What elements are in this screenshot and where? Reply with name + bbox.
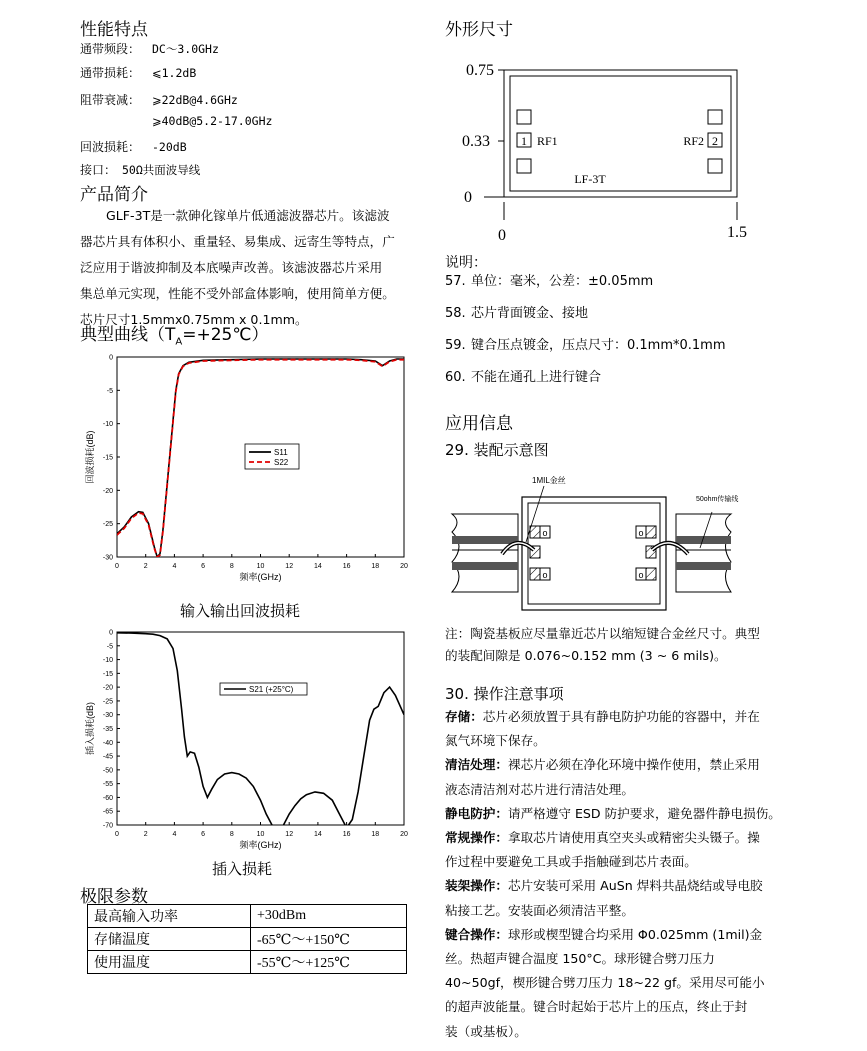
ops-line-text: 芯片安装可采用 AuSn 焊料共晶烧结或导电胶 [507,878,763,894]
note-item [445,334,726,353]
note-item [445,302,588,321]
x-tick-label: 14 [314,831,322,838]
y-tick-label: -60 [102,794,113,802]
feature-label: 回波损耗： [80,140,141,154]
ops-line [445,778,790,802]
pad-o-4: o [638,570,644,580]
y-axis-label: 插入损耗(dB) [85,701,95,756]
x-tick-label: 16 [342,563,351,570]
ops-line-text: 粘接工艺。安装面必须清洁平整。 [445,902,634,918]
ops-line [445,729,790,753]
wire-label-1: 1MIL金丝 [532,476,566,485]
x-tick-label: 4 [172,563,177,570]
return-loss-chart [75,345,420,590]
x-tick-label: 20 [400,563,408,570]
y-label-0: 0 [464,189,472,206]
feature-row [80,40,219,57]
feature-value: ⩾22dB@4.6GHz [152,93,238,107]
x-tick-label: 20 [400,831,408,838]
y-tick-label: -30 [102,554,113,562]
x-tick-label: 14 [314,563,322,570]
x-tick-label: 6 [201,563,206,570]
chip-pad-l1 [530,526,540,538]
x-tick-label: 12 [285,831,294,838]
left-substrate [452,514,518,592]
ops-line [445,947,790,971]
limits-table [87,904,407,974]
rf1-label: RF1 [537,134,558,148]
rf2-num: 2 [712,134,718,148]
intro-line: 集总单元实现，性能不受外部盒体影响，使用简单方便。 [80,286,395,301]
intro-line: GLF-3T是一款砷化镓单片低通滤波器芯片。该滤波 [106,208,390,223]
feature-row [80,91,238,108]
ops-line-heading: 装架操作： [445,878,508,894]
y-tick-label: -25 [102,698,113,706]
ops-line-text: 球形或楔型键合均采用 Φ0.025mm (1mil)金 [507,926,763,942]
right-line-bottom [676,562,731,570]
features-title: 性能特点 [80,20,148,40]
y-tick-label: -55 [102,781,113,789]
y-tick-label: 0 [109,629,113,637]
legend-box [245,444,299,469]
ops-title: 30. 操作注意事项 [445,685,564,703]
chip-pad-r1 [646,526,656,538]
x-tick-label: 10 [256,831,265,838]
pad-o-2: o [542,570,548,580]
feature-row [80,64,196,81]
y-tick-label: -10 [102,421,113,429]
insertion-loss-chart [75,622,420,854]
outline-drawing [450,55,770,245]
ops-line-text: 液态清洁剂对芯片进行清洁处理。 [445,781,634,797]
y-tick-label: -20 [102,487,113,495]
x-tick-label: 0 [115,831,119,838]
note-num: 60. [445,370,466,385]
ops-line-text: 芯片必须放置于具有静电防护功能的容器中，并在 [482,709,760,724]
rf2-label: RF2 [683,134,704,148]
x-tick-label: 10 [256,563,265,570]
x-tick-label: 18 [371,831,380,838]
legend-label: S21 (+25°C) [249,685,294,694]
y-tick-label: -65 [102,808,113,816]
ops-line-heading: 常规操作： [445,830,508,846]
pad-o-3: o [638,528,644,538]
note-text: 单位：毫米，公差：±0.05mm [471,274,654,289]
feature-value: 50Ω共面波导线 [122,163,201,177]
insertion-loss-caption: 插入损耗 [212,860,273,878]
ops-line [445,995,790,1019]
pad-o-1: o [542,528,548,538]
y-tick-label: -45 [102,753,113,761]
y-tick-label: -40 [102,739,113,747]
feature-value: ⩾40dB@5.2-17.0GHz [152,114,273,128]
x-tick-label: 2 [143,563,148,570]
ops-line-heading: 存储： [445,709,483,724]
x-label-15: 1.5 [727,224,747,241]
y-label-075: 0.75 [466,62,494,79]
ops-line-heading: 清洁处理： [445,757,508,773]
limits-title: 极限参数 [80,887,148,907]
x-tick-label: 4 [172,831,177,838]
feature-label: 通带损耗： [80,66,141,80]
ops-line-heading: 键合操作： [445,926,508,942]
y-tick-label: -5 [106,643,113,651]
note-item [445,366,601,385]
assembly-diagram [448,470,783,618]
legend-label: S22 [274,458,289,467]
x-tick-label: 12 [285,563,294,570]
ops-line [445,971,790,995]
note-num: 59. [445,338,466,353]
limits-row [88,951,407,974]
y-tick-label: -70 [102,822,113,830]
y-tick-label: -20 [102,684,113,692]
x-tick-label: 18 [371,563,380,570]
app-title: 应用信息 [445,414,513,434]
feature-row [80,161,200,178]
y-tick-label: -25 [102,521,113,529]
feature-label: 接口： [80,163,117,177]
assembly-note-line: 注：陶瓷基板应尽量靠近芯片以缩短键合金丝尺寸。典型 [445,626,760,641]
feature-value: DC～3.0GHz [152,42,219,56]
ops-line-text: 裸芯片必须在净化环境中操作使用，禁止采用 [507,757,760,773]
note-num: 57. [445,274,466,289]
y-tick-label: -50 [102,767,113,775]
note-text: 不能在通孔上进行键合 [471,370,602,385]
x-tick-label: 16 [342,831,351,838]
y-tick-label: -5 [106,387,113,395]
limits-value: -55℃～+125℃ [251,951,407,974]
y-tick-label: -15 [102,670,113,678]
ops-line-heading: 静电防护： [445,805,508,821]
plot-frame [117,632,404,825]
ops-line-text: 氮气环境下保存。 [445,733,546,749]
left-line-bottom [452,562,518,570]
housing-outer [522,497,666,610]
x-tick-label: 8 [229,563,234,570]
chip-pad-r3 [646,568,656,580]
feature-value: ⩽1.2dB [152,66,197,80]
ops-line-text: 丝。热超声键合温度 150°C。球形键合劈刀压力 [445,951,715,967]
note-num: 58. [445,306,466,321]
x-tick-label: 0 [115,563,119,570]
ops-line-text: 请严格遵守 ESD 防护要求，避免器件静电损伤。 [507,805,781,821]
ops-line-text: 装（或基板）。 [445,1023,527,1039]
y-tick-label: -15 [102,454,113,462]
legend-label: S11 [274,448,288,457]
ops-line [445,899,790,923]
assembly-note-line: 的装配间隙是 0.076~0.152 mm (3 ~ 6 mils)。 [445,648,727,663]
x-tick-label: 8 [229,831,234,838]
ops-line [445,1020,790,1044]
y-tick-label: -30 [102,712,113,720]
notes-title: 说明： [445,255,487,271]
x-tick-label: 2 [143,831,148,838]
chip-name: LF-3T [574,172,606,186]
rf1-num: 1 [521,134,527,148]
curves-title [80,320,268,347]
curves-title-sub: A [175,336,183,348]
ops-line [445,923,790,947]
dims-title: 外形尺寸 [445,20,513,40]
limits-name: 最高输入功率 [88,905,251,928]
intro-line: 芯片尺寸1.5mmx0.75mm x 0.1mm。 [80,312,308,327]
y-axis-label: 回波损耗(dB) [85,430,95,484]
ops-line [445,753,790,777]
limits-value: +30dBm [251,905,407,928]
legend [220,683,307,695]
intro-paragraph [80,203,425,333]
limits-name: 存储温度 [88,928,251,951]
curves-title-end: =+25℃） [182,325,269,345]
limits-row [88,905,407,928]
chip-pad-l3 [530,568,540,580]
y-tick-label: -10 [102,657,113,665]
limits-row [88,928,407,951]
y-tick-label: -35 [102,726,113,733]
feature-label: 通带频段： [80,42,141,56]
intro-line: 泛应用于谐波抑制及本底噪声改善。该滤波器芯片采用 [80,260,383,275]
ops-line [445,705,790,729]
feature-row [80,114,272,128]
note-text: 键合压点镀金，压点尺寸：0.1mm*0.1mm [471,338,726,353]
ops-line-text: 40~50gf，楔形键合劈刀压力 18~22 gf。采用尽可能小 [445,975,765,991]
legend [245,444,299,469]
curves-title-text: 典型曲线（T [80,325,176,345]
intro-title: 产品简介 [80,185,148,205]
note-item [445,270,653,289]
ops-line [445,850,790,874]
return-loss-caption: 输入输出回波损耗 [180,602,301,620]
ops-paragraph [445,705,790,1044]
wire-label-2: 50ohm传输线 [696,496,739,503]
ops-line [445,802,790,826]
feature-label: 阻带衰减： [80,93,141,107]
x-axis-label: 频率(GHz) [239,572,282,582]
intro-line: 器芯片具有体积小、重量轻、易集成、远寄生等特点，广 [80,234,395,249]
feature-row [80,138,187,155]
ops-line-text: 作过程中要避免工具或手指触碰到芯片表面。 [445,854,697,870]
assembly-note [445,623,785,667]
y-label-033: 0.33 [462,133,490,150]
limits-value: -65℃～+150℃ [251,928,407,951]
ops-line-text: 拿取芯片请使用真空夹头或精密尖头镊子。操 [507,830,760,846]
y-tick-label: 0 [109,354,113,362]
feature-value: -20dB [152,140,187,154]
ops-line [445,874,790,898]
assembly-title: 29. 装配示意图 [445,441,549,459]
x-label-0: 0 [498,227,506,244]
x-axis-label: 频率(GHz) [239,840,282,850]
right-substrate [676,514,731,592]
note-text: 芯片背面镀金、接地 [471,306,589,321]
limits-name: 使用温度 [88,951,251,974]
ops-line [445,826,790,850]
left-line-top [452,536,518,544]
ops-line-text: 的超声波能量。键合时起始于芯片上的压点，终止于封 [445,999,748,1015]
x-tick-label: 6 [201,831,206,838]
